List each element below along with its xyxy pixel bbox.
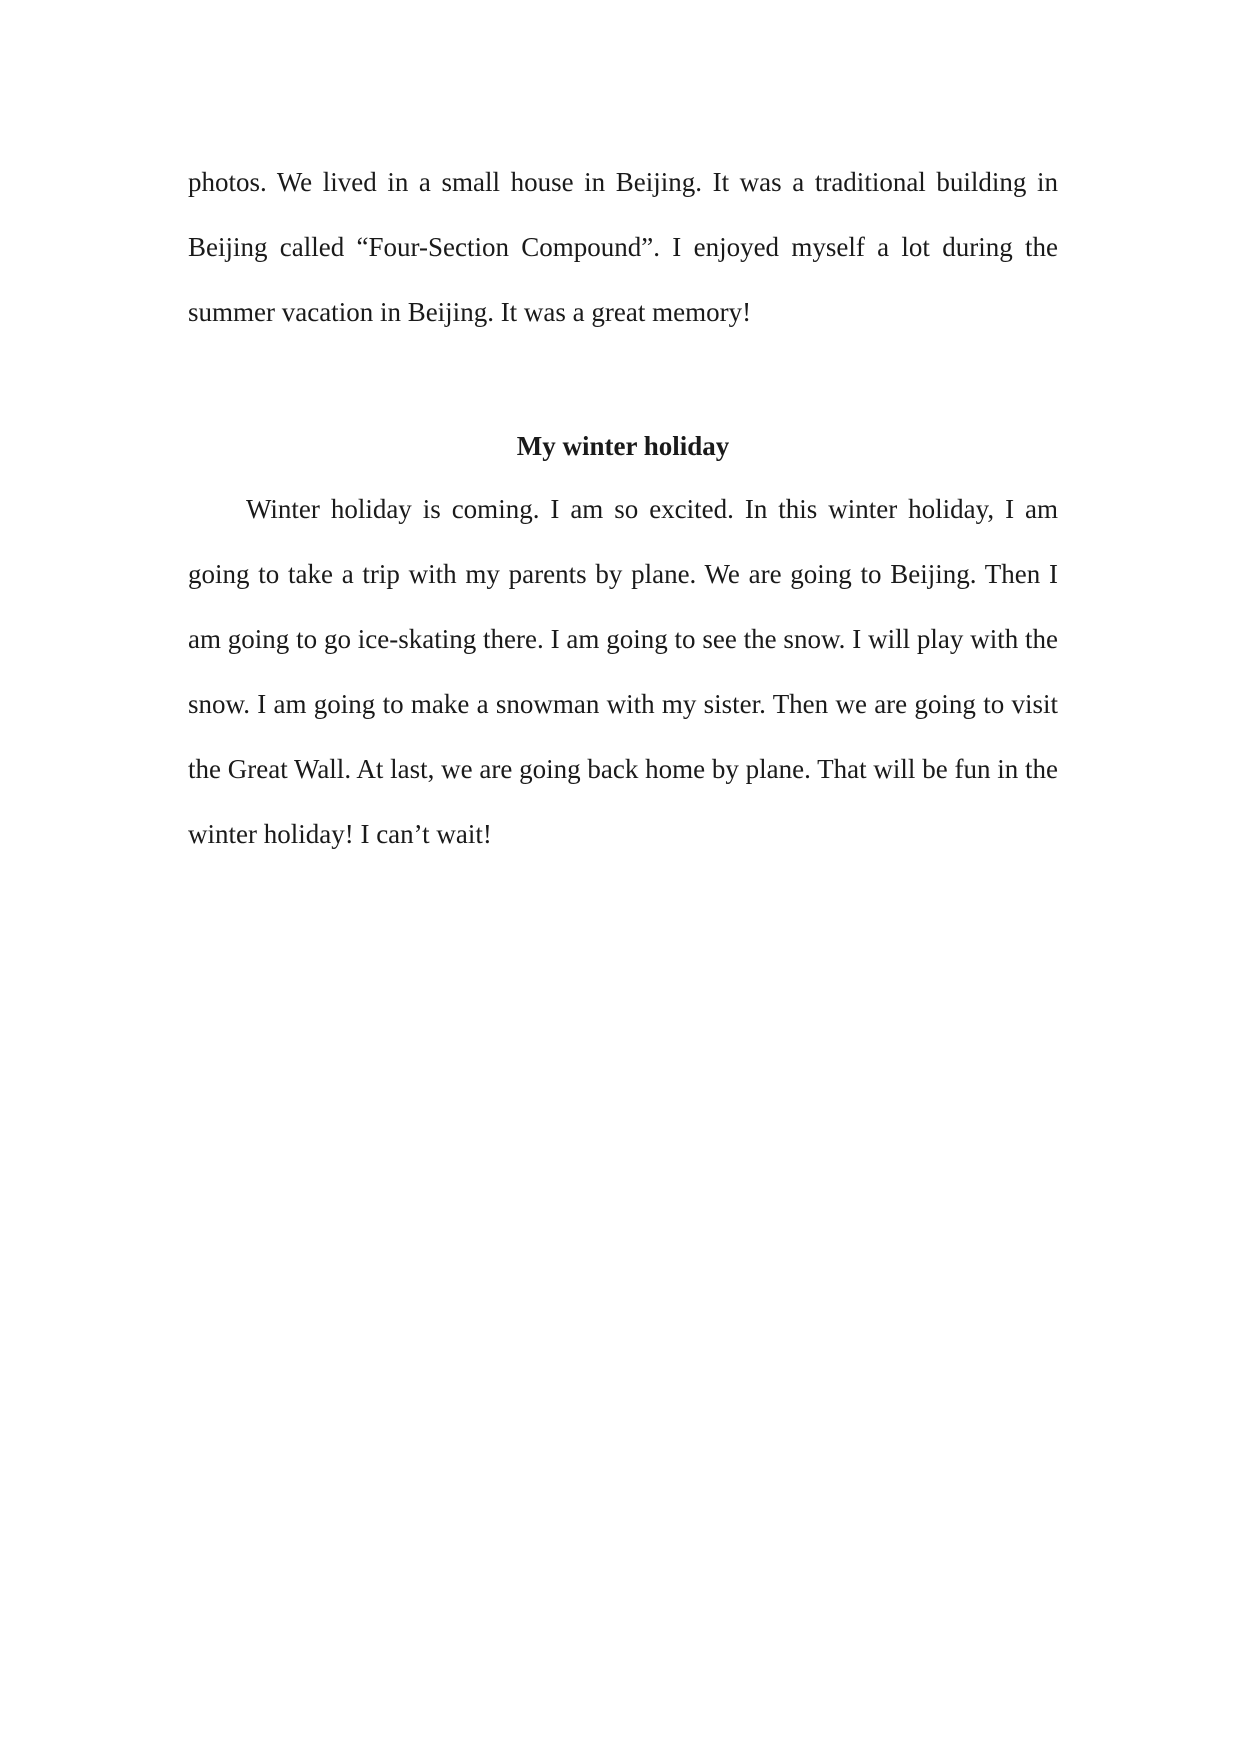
essay-body — [188, 477, 1058, 867]
continued-text-block — [188, 150, 1058, 345]
essay-title: My winter holiday — [516, 431, 730, 461]
essay-paragraph: Winter holiday is coming. I am so excited. In this winter holiday, I am going to take a trip with my parents by plane. We are going to Beijing. Then I am going to go ice-skating there. I am going to see the snow. I will play with the snow. I am going to make a snowman with my sister. Then we are going to visit the Great Wall. At last, we are going back home by plane. That will be fun in the winter holiday! I can’t wait! — [188, 494, 1058, 849]
continued-paragraph: photos. We lived in a small house in Beijing. It was a traditional building in Beijing called “Four-Section Compound”. I enjoyed myself a lot during the summer vacation in Beijing. It was a great memory! — [188, 167, 1058, 327]
